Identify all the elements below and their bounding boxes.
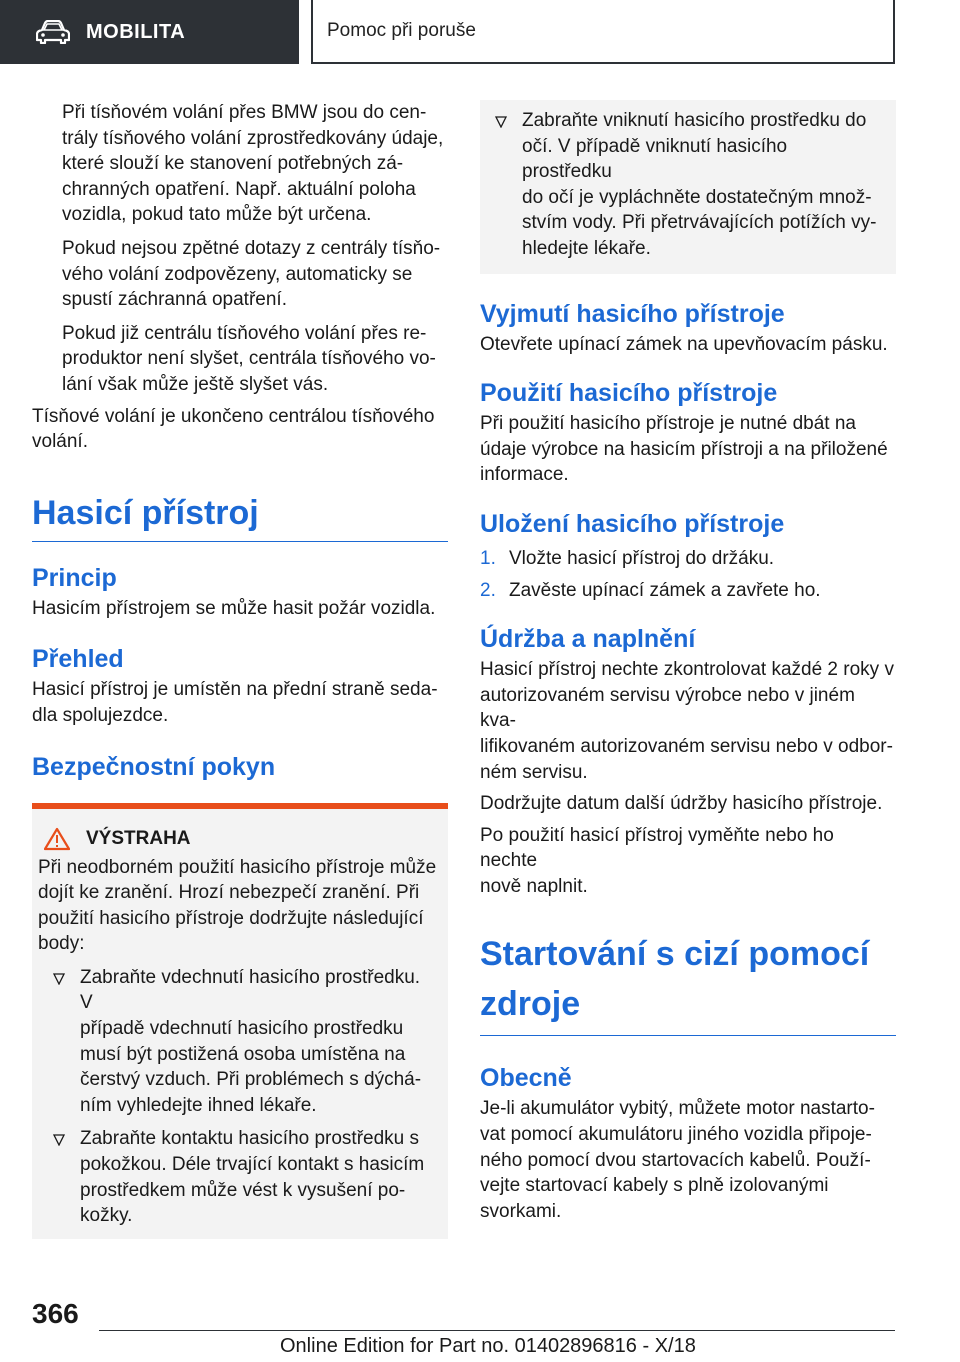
step-text: Vložte hasicí přístroj do držáku. <box>509 547 775 569</box>
paragraph: Pokud již centrálu tísňového volání přes re- produktor není slyšet, centrála tísňového vo- lání však může ještě slyšet vás. <box>62 322 436 395</box>
paragraph: Je-li akumulátor vybitý, můžete motor nastarto- vat pomocí akumulátoru jiného vozidla připoje- ného pomocí dvou startovacích kabelů. Použí- vejte startovací kabely s plně izolovanými svorkami. <box>480 1098 875 1222</box>
section-heading-use: Použití hasicího přístroje <box>480 379 778 408</box>
section-heading-safety: Bezpečnostní pokyn <box>32 752 276 781</box>
paragraph: Pokud nejsou zpětné dotazy z centrály tísňo- vého volání zodpovězeny, automaticky se spustí záchranná opatření. <box>62 237 441 311</box>
chapter-title: Pomoc při poruše <box>327 20 476 41</box>
step-text: Zavěste upínací zámek a zavřete ho. <box>509 579 821 601</box>
list-item <box>38 1126 438 1228</box>
warning-header <box>38 827 438 851</box>
section-heading-remove: Vyjmutí hasicího přístroje <box>480 299 785 328</box>
section-heading-store: Uložení hasicího přístroje <box>480 509 785 538</box>
chapter-tab <box>311 0 895 64</box>
list-item <box>480 546 896 572</box>
paragraph: Při tísňovém volání přes BMW jsou do cen- trály tísňového volání zprostředkovány údaje, které slouží ke stanovení potřebných zá- chranných opatření. Např. aktuální poloha vozidla, pokud tato může být určena. <box>62 102 444 226</box>
paragraph: Při použití hasicího přístroje je nutné dbát na údaje výrobce na hasicím přístroji a na přiložené informace. <box>480 413 888 486</box>
paragraph: Hasicí přístroj nechte zkontrolovat každé 2 roky v autorizovaném servisu výrobce nebo v jiném kva- lifikovaném autorizovaném servisu nebo v odbor- ném servisu. <box>480 659 894 783</box>
list-item-text: Zabraňte vniknutí hasicího prostředku do očí. V případě vniknutí hasicího prostředku do očí je vypláchněte dostatečným množ- stvím vody. Při přetrvávajících potížích vy- hledejte lékaře. <box>522 110 877 259</box>
paragraph: Tísňové volání je ukončeno centrálou tísňového volání. <box>32 405 435 453</box>
section-heading-maintenance: Údržba a naplnění <box>480 625 696 654</box>
warning-triangle-icon <box>44 827 70 851</box>
list-item-text: Zabraňte kontaktu hasicího prostředku s pokožkou. Déle trvající kontakt s hasicím prostředkem může vést k vysušení po- kožky. <box>80 1128 425 1227</box>
list-item <box>480 108 882 262</box>
step-number: 2. <box>480 579 496 601</box>
page-number: 366 <box>32 1298 79 1329</box>
edition-info: Online Edition for Part no. 01402896816 - X/18 <box>280 1335 696 1357</box>
warning-text: Při neodborném použití hasicího přístroje může dojít ke zranění. Hrozí nebezpečí zranění. Při použití hasicího přístroje dodržujte následující body: <box>38 856 437 955</box>
main-heading: Hasicí přístroj <box>32 493 259 532</box>
list-item-text: Zabraňte vdechnutí hasicího prostředku. V případě vdechnutí hasicího prostředku musí být postižená osoba umístěna na čerstvý vzduch. Při problémech s dýchá- ním vyhledejte ihned lékaře. <box>80 966 422 1116</box>
section-heading-principle: Princip <box>32 563 117 592</box>
bullet-triangle-icon <box>495 116 507 128</box>
list-item <box>480 578 896 604</box>
paragraph: Po použití hasicí přístroj vyměňte nebo ho nechte nově naplnit. <box>480 824 834 897</box>
paragraph: Hasicí přístroj je umístěn na přední straně seda- dla spolujezdce. <box>32 679 438 726</box>
main-heading: Startování s cizí pomocí zdroje <box>480 935 870 1024</box>
paragraph: Hasicím přístrojem se může hasit požár vozidla. <box>32 597 436 619</box>
bullet-triangle-icon <box>53 973 65 985</box>
warning-title: VÝSTRAHA <box>86 827 191 849</box>
warning-box <box>32 803 448 1239</box>
section-title: MOBILITA <box>86 20 186 43</box>
section-heading-overview: Přehled <box>32 645 124 674</box>
left-column <box>32 100 448 1239</box>
footer-divider <box>99 1330 895 1331</box>
step-number: 1. <box>480 547 496 569</box>
bullet-triangle-icon <box>53 1134 65 1146</box>
paragraph: Otevřete upínací zámek na upevňovacím pásku. <box>480 333 888 355</box>
main-heading-block <box>480 929 896 1036</box>
warning-box-continued <box>480 100 896 274</box>
list-item <box>38 965 438 1119</box>
main-heading-block <box>32 491 448 542</box>
section-heading-general: Obecně <box>480 1064 572 1093</box>
header-section-tab <box>0 0 299 64</box>
paragraph: Dodržujte datum další údržby hasicího přístroje. <box>480 793 883 815</box>
car-icon <box>36 20 70 44</box>
right-column <box>480 100 896 1224</box>
